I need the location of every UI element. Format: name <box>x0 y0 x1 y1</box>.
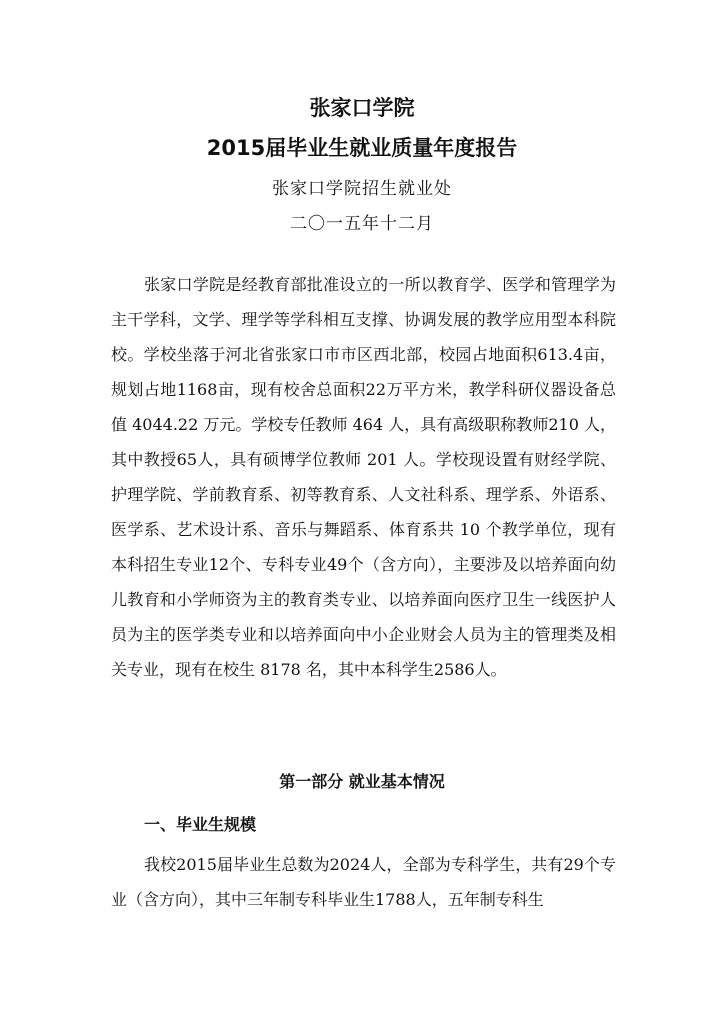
report-title: 2015届毕业生就业质量年度报告 <box>206 136 518 160</box>
report-title-institution: 张家口学院 <box>309 96 415 120</box>
section-heading: 第一部分 就业基本情况 <box>279 772 445 791</box>
intro-paragraph: 张家口学院是经教育部批准设立的一所以教育学、医学和管理学为主干学科，文学、理学等学科相互支撑、协调发展的教学应用型本科院校。学校坐落于河北省张家口市市区西北部，校园占地面积613.4亩，规划占地1168亩，现有校舍总面积22万平方米，教学科研仪器设备总值 4044.22 万元。学校专任教师 464 人，具有高级职称教师210 人，其中教授65人，具有硕博学位教师 201 人。学校现设置有财经学院、护理学院、学前教育系、初等教育系、人文社科系、理学系、外语系、医学系、艺术设计系、音乐与舞蹈系、体育系共 10 个教学单位，现有本科招生专业12个、专科专业49个（含方向），主要涉及以培养面向幼儿教育和小学师资为主的教育类专业、以培养面向医疗卫生一线医护人员为主的医学类专业和以培养面向中小企业财会人员为主的管理类及相关专业，现有在校生 8178 名，其中本科学生2586人。 <box>111 275 616 679</box>
report-date: 二〇一五年十二月 <box>290 214 434 234</box>
issuing-department: 张家口学院招生就业处 <box>272 179 452 199</box>
subsection-heading: 一、毕业生规模 <box>144 815 257 834</box>
subsection-paragraph: 我校2015届毕业生总数为2024人，全部为专科学生，共有29个专业（含方向），其中三年制专科毕业生1788人，五年制专科生 <box>111 855 616 909</box>
